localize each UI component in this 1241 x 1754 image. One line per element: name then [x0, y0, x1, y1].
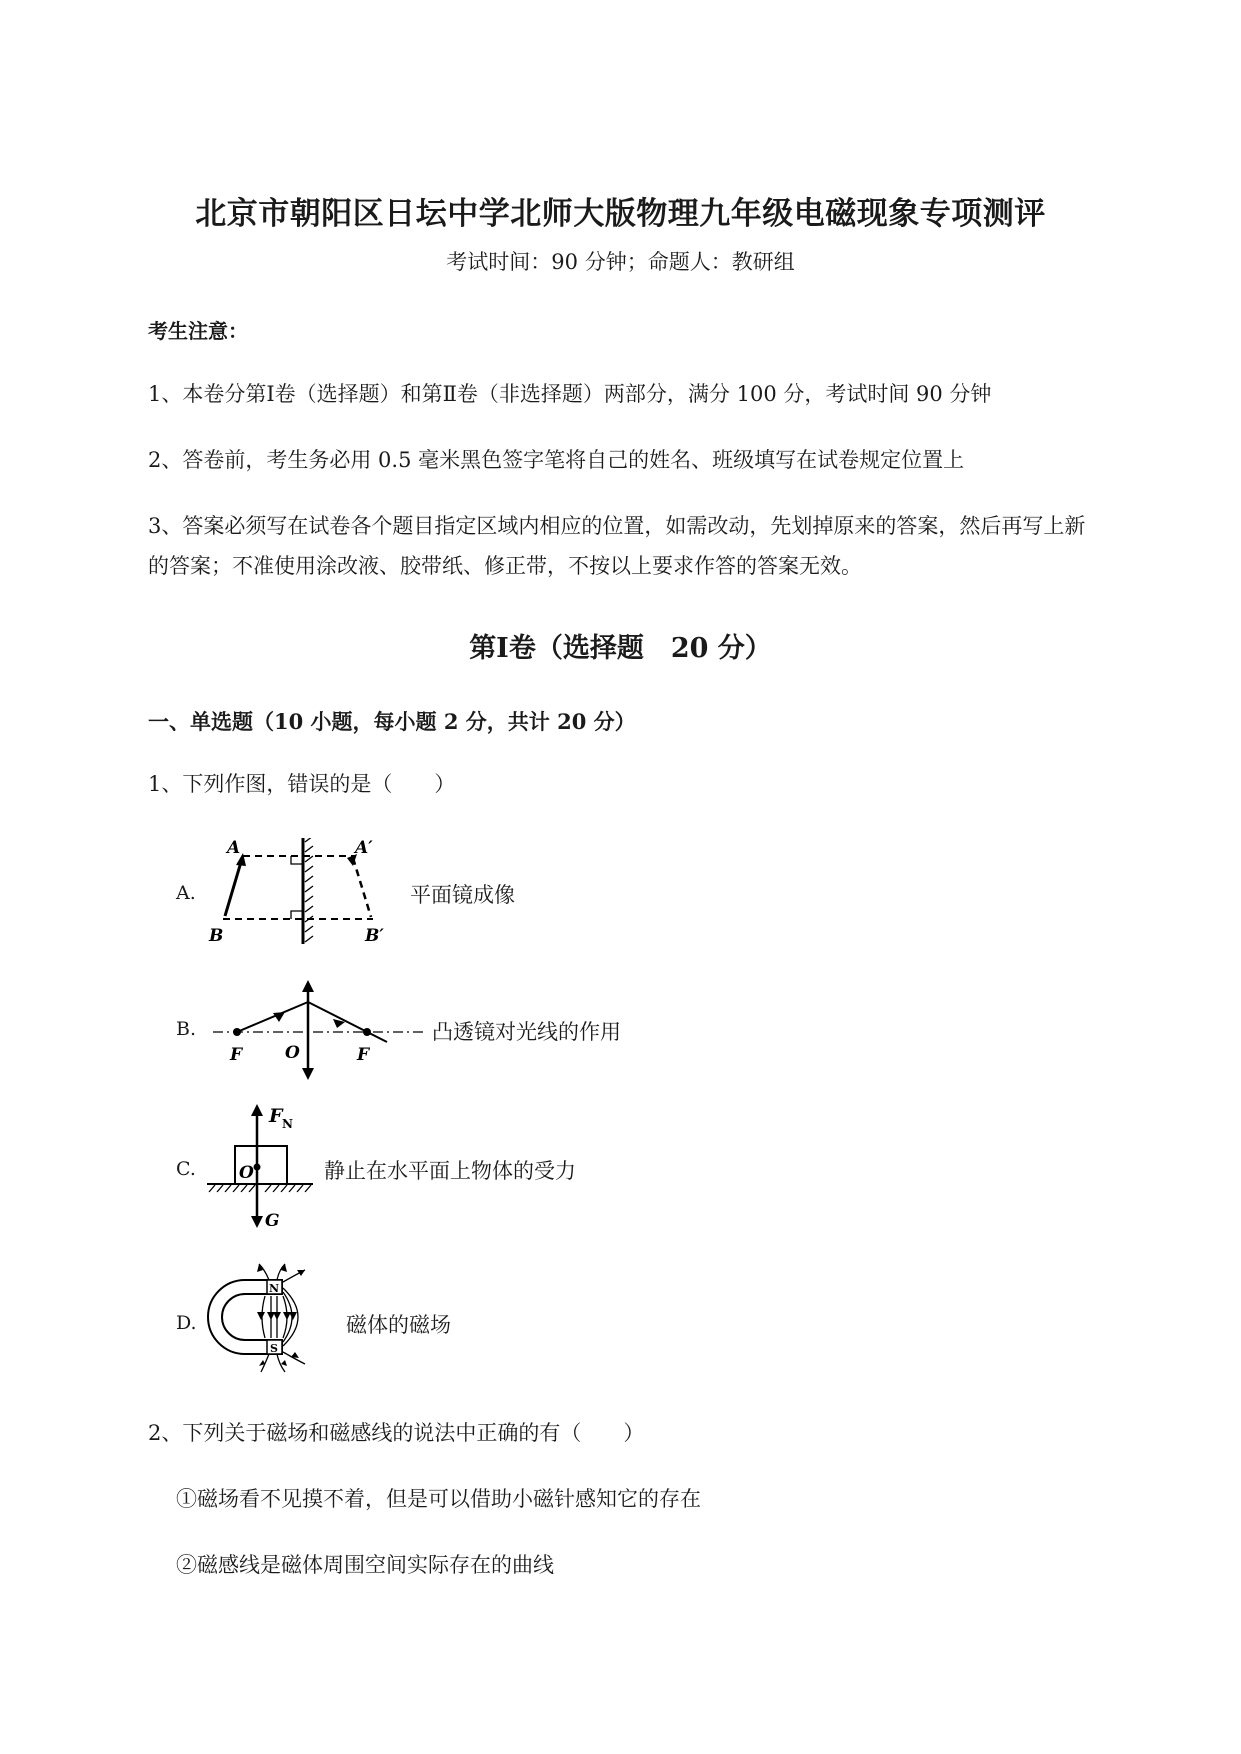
question-2-item: ②磁感线是磁体周围空间实际存在的曲线	[176, 1553, 554, 1577]
option-a-letter: A.	[176, 882, 196, 904]
label-f-left: F	[230, 1045, 243, 1065]
option-b-letter: B.	[176, 1018, 197, 1040]
option-c-desc: 静止在水平面上物体的受力	[324, 1159, 576, 1183]
label-f-right: F	[357, 1045, 370, 1065]
plane-mirror-diagram	[205, 838, 405, 948]
part-title: 一、单选题（10 小题，每小题 2 分，共计 20 分）	[148, 709, 636, 734]
label-f: F	[269, 1105, 283, 1127]
notice-item: 3、答案必须写在试卷各个题目指定区域内相应的位置，如需改动，先划掉原来的答案，然后再写上新	[148, 514, 1086, 538]
label-a: A	[227, 838, 241, 858]
question-1-stem: 1、下列作图，错误的是（ ）	[148, 772, 456, 796]
label-s-pole: S	[270, 1342, 278, 1355]
label-b: B	[209, 926, 224, 946]
convex-lens-diagram	[205, 980, 430, 1080]
option-b-desc: 凸透镜对光线的作用	[432, 1020, 621, 1044]
notice-item: 2、答卷前，考生务必用 0.5 毫米黑色签字笔将自己的姓名、班级填写在试卷规定位置上	[148, 448, 965, 472]
notice-item: 的答案；不准使用涂改液、胶带纸、修正带，不按以上要求作答的答案无效。	[148, 554, 862, 578]
section-title: 第Ⅰ卷（选择题 20 分）	[469, 633, 772, 664]
option-d-letter: D.	[176, 1312, 197, 1334]
question-2-stem: 2、下列关于磁场和磁感线的说法中正确的有（ ）	[148, 1421, 645, 1445]
option-a-desc: 平面镜成像	[410, 883, 515, 907]
notice-heading: 考生注意：	[148, 319, 248, 343]
option-c-letter: C.	[176, 1158, 196, 1180]
label-n-subscript: N	[282, 1117, 293, 1131]
option-d-desc: 磁体的磁场	[346, 1313, 451, 1337]
notice-item: 1、本卷分第Ⅰ卷（选择题）和第Ⅱ卷（非选择题）两部分，满分 100 分，考试时间 90 分钟	[148, 382, 992, 406]
force-diagram	[205, 1104, 315, 1229]
label-n-pole: N	[269, 1282, 280, 1295]
label-b-prime: B′	[365, 926, 384, 946]
label-a-prime: A′	[355, 838, 373, 858]
label-o: O	[285, 1043, 300, 1063]
label-o: O	[239, 1163, 254, 1183]
question-2-item: ①磁场看不见摸不着，但是可以借助小磁针感知它的存在	[176, 1487, 701, 1511]
label-g: G	[265, 1211, 280, 1229]
horseshoe-magnet-diagram	[205, 1262, 340, 1377]
exam-info: 考试时间：90 分钟；命题人：教研组	[446, 250, 795, 274]
page-title: 北京市朝阳区日坛中学北师大版物理九年级电磁现象专项测评	[195, 196, 1046, 232]
